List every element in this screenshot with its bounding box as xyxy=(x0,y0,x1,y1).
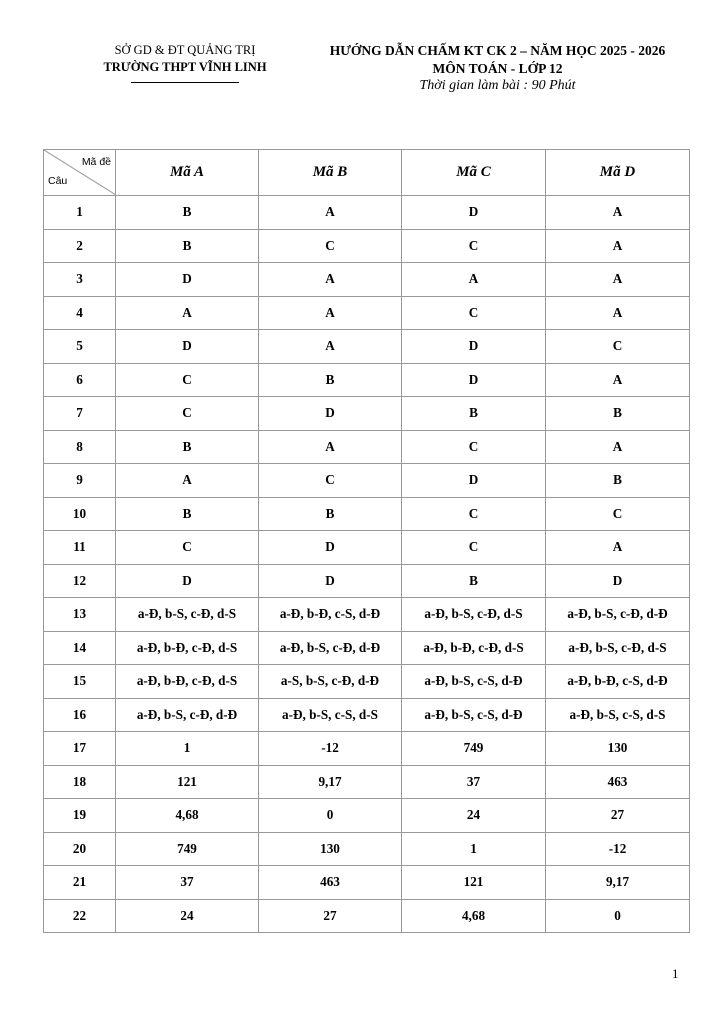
question-number-cell: 8 xyxy=(44,430,116,464)
answer-cell: D xyxy=(402,196,546,230)
answer-cell: C xyxy=(402,430,546,464)
answer-cell: C xyxy=(546,497,690,531)
answer-cell: 1 xyxy=(402,832,546,866)
subject-line: MÔN TOÁN - LỚP 12 xyxy=(432,60,563,76)
question-number-cell: 11 xyxy=(44,531,116,565)
table-row xyxy=(44,330,690,364)
answer-cell: D xyxy=(116,330,259,364)
answer-cell: 37 xyxy=(402,765,546,799)
answer-cell: a-Đ, b-Đ, c-S, d-Đ xyxy=(546,665,690,699)
column-header: Mã B xyxy=(259,150,402,196)
table-row xyxy=(44,832,690,866)
answer-cell: a-Đ, b-S, c-Đ, d-S xyxy=(546,631,690,665)
answer-cell: 1 xyxy=(116,732,259,766)
answer-cell: 0 xyxy=(259,799,402,833)
answer-cell: D xyxy=(259,531,402,565)
answer-cell: 749 xyxy=(402,732,546,766)
answer-cell: C xyxy=(116,363,259,397)
question-number-cell: 21 xyxy=(44,866,116,900)
question-number-cell: 19 xyxy=(44,799,116,833)
question-number-cell: 12 xyxy=(44,564,116,598)
table-row xyxy=(44,263,690,297)
time-line: Thời gian làm bài : 90 Phút xyxy=(419,78,576,93)
document-title: HƯỚNG DẪN CHẤM KT CK 2 – NĂM HỌC 2025 - 2026 xyxy=(329,43,666,58)
answer-cell: D xyxy=(402,363,546,397)
answer-cell: 749 xyxy=(116,832,259,866)
answer-cell: 130 xyxy=(259,832,402,866)
answer-cell: D xyxy=(259,564,402,598)
answer-cell: a-Đ, b-S, c-S, d-S xyxy=(259,698,402,732)
answer-cell: D xyxy=(116,564,259,598)
answer-cell: D xyxy=(402,330,546,364)
answer-cell: D xyxy=(546,564,690,598)
answer-cell: a-Đ, b-S, c-Đ, d-S xyxy=(402,598,546,632)
table-row xyxy=(44,296,690,330)
answer-cell: C xyxy=(546,330,690,364)
answer-cell: 24 xyxy=(116,899,259,933)
answer-cell: A xyxy=(546,363,690,397)
table-row xyxy=(44,631,690,665)
table-row xyxy=(44,899,690,933)
answer-cell: A xyxy=(259,330,402,364)
table-row xyxy=(44,765,690,799)
answer-cell: 27 xyxy=(546,799,690,833)
answer-cell: C xyxy=(402,497,546,531)
answer-cell: A xyxy=(546,430,690,464)
answer-cell: 4,68 xyxy=(116,799,259,833)
answer-cell: C xyxy=(116,397,259,431)
answer-cell: B xyxy=(116,497,259,531)
corner-bottom-label: Câu xyxy=(48,175,68,187)
question-number-cell: 7 xyxy=(44,397,116,431)
answer-cell: B xyxy=(259,497,402,531)
question-number-cell: 13 xyxy=(44,598,116,632)
answer-cell: 463 xyxy=(546,765,690,799)
answer-cell: C xyxy=(116,531,259,565)
header-right xyxy=(300,42,695,95)
column-header: Mã C xyxy=(402,150,546,196)
answer-cell: B xyxy=(116,430,259,464)
question-number-cell: 5 xyxy=(44,330,116,364)
header-underline xyxy=(131,82,239,83)
answer-cell: B xyxy=(402,397,546,431)
answer-cell: a-Đ, b-S, c-S, d-S xyxy=(546,698,690,732)
answer-cell: C xyxy=(402,296,546,330)
answer-cell: A xyxy=(546,229,690,263)
answer-cell: A xyxy=(402,263,546,297)
table-row xyxy=(44,229,690,263)
question-number-cell: 16 xyxy=(44,698,116,732)
answer-cell: a-Đ, b-S, c-S, d-Đ xyxy=(402,698,546,732)
answer-cell: A xyxy=(546,296,690,330)
answer-cell: C xyxy=(402,229,546,263)
answer-cell: 37 xyxy=(116,866,259,900)
answer-cell: -12 xyxy=(259,732,402,766)
answer-cell: a-Đ, b-Đ, c-Đ, d-S xyxy=(116,665,259,699)
answer-cell: C xyxy=(402,531,546,565)
answer-cell: A xyxy=(546,531,690,565)
table-row xyxy=(44,430,690,464)
answer-cell: A xyxy=(259,263,402,297)
answer-cell: 9,17 xyxy=(546,866,690,900)
answer-cell: a-S, b-S, c-Đ, d-Đ xyxy=(259,665,402,699)
answer-cell: C xyxy=(259,464,402,498)
table-row xyxy=(44,397,690,431)
question-number-cell: 3 xyxy=(44,263,116,297)
answer-cell: -12 xyxy=(546,832,690,866)
answer-cell: 9,17 xyxy=(259,765,402,799)
answer-cell: C xyxy=(259,229,402,263)
answer-cell: a-Đ, b-S, c-Đ, d-Đ xyxy=(259,631,402,665)
answer-cell: D xyxy=(116,263,259,297)
question-number-cell: 14 xyxy=(44,631,116,665)
answer-cell: B xyxy=(546,397,690,431)
question-number-cell: 4 xyxy=(44,296,116,330)
table-row xyxy=(44,363,690,397)
header-left xyxy=(60,42,310,83)
question-number-cell: 15 xyxy=(44,665,116,699)
table-row xyxy=(44,531,690,565)
answer-cell: A xyxy=(546,196,690,230)
table-row xyxy=(44,497,690,531)
answer-cell: A xyxy=(116,464,259,498)
table-row xyxy=(44,665,690,699)
answer-cell: B xyxy=(259,363,402,397)
question-number-cell: 1 xyxy=(44,196,116,230)
answer-cell: 463 xyxy=(259,866,402,900)
table-header-row xyxy=(44,150,690,196)
answer-cell: a-Đ, b-S, c-Đ, d-Đ xyxy=(546,598,690,632)
answer-cell: A xyxy=(546,263,690,297)
answer-key-table xyxy=(43,149,690,933)
column-header: Mã D xyxy=(546,150,690,196)
answer-cell: a-Đ, b-S, c-Đ, d-S xyxy=(116,598,259,632)
answer-cell: 130 xyxy=(546,732,690,766)
answer-cell: A xyxy=(259,196,402,230)
answer-cell: D xyxy=(402,464,546,498)
table-row xyxy=(44,464,690,498)
corner-top-label: Mã đề xyxy=(81,156,111,168)
answer-cell: 24 xyxy=(402,799,546,833)
answer-cell: a-Đ, b-S, c-S, d-Đ xyxy=(402,665,546,699)
answer-cell: 121 xyxy=(116,765,259,799)
answer-cell: B xyxy=(116,196,259,230)
answer-cell: B xyxy=(116,229,259,263)
answer-cell: 0 xyxy=(546,899,690,933)
answer-cell: a-Đ, b-Đ, c-Đ, d-S xyxy=(402,631,546,665)
table-row xyxy=(44,598,690,632)
column-header: Mã A xyxy=(116,150,259,196)
school-name: TRƯỜNG THPT VĨNH LINH xyxy=(103,60,267,74)
table-row xyxy=(44,732,690,766)
answer-cell: D xyxy=(259,397,402,431)
answer-cell: a-Đ, b-Đ, c-S, d-Đ xyxy=(259,598,402,632)
question-number-cell: 17 xyxy=(44,732,116,766)
page-number: 1 xyxy=(672,966,679,981)
question-number-cell: 18 xyxy=(44,765,116,799)
answer-cell: A xyxy=(259,296,402,330)
question-number-cell: 2 xyxy=(44,229,116,263)
corner-header-cell xyxy=(44,150,116,196)
question-number-cell: 6 xyxy=(44,363,116,397)
question-number-cell: 10 xyxy=(44,497,116,531)
answer-cell: 121 xyxy=(402,866,546,900)
answer-cell: B xyxy=(402,564,546,598)
answer-cell: A xyxy=(259,430,402,464)
question-number-cell: 22 xyxy=(44,899,116,933)
department-name: SỞ GD & ĐT QUẢNG TRỊ xyxy=(114,43,256,57)
table-row xyxy=(44,564,690,598)
answer-cell: B xyxy=(546,464,690,498)
table-row xyxy=(44,866,690,900)
answer-cell: 4,68 xyxy=(402,899,546,933)
question-number-cell: 9 xyxy=(44,464,116,498)
table-row xyxy=(44,799,690,833)
answer-cell: a-Đ, b-S, c-Đ, d-Đ xyxy=(116,698,259,732)
answer-cell: a-Đ, b-Đ, c-Đ, d-S xyxy=(116,631,259,665)
answer-cell: 27 xyxy=(259,899,402,933)
answer-cell: A xyxy=(116,296,259,330)
table-row xyxy=(44,698,690,732)
question-number-cell: 20 xyxy=(44,832,116,866)
table-row xyxy=(44,196,690,230)
